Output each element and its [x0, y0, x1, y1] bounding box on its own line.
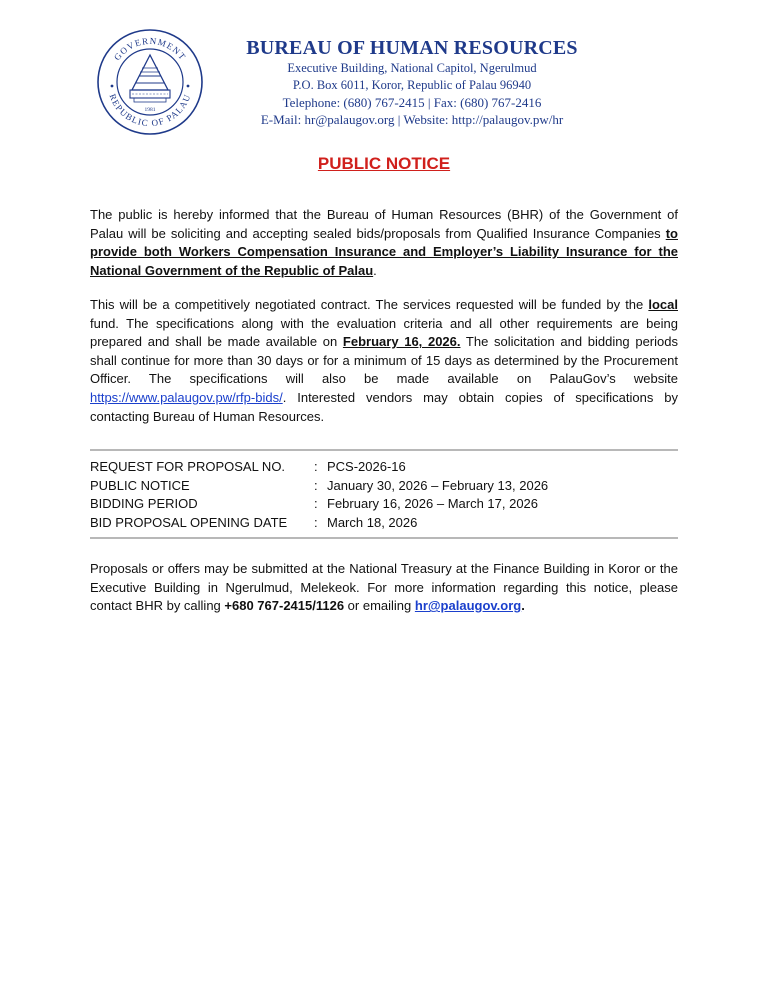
intro-end: .: [373, 262, 377, 278]
detail-label: REQUEST FOR PROPOSAL NO.: [90, 459, 286, 474]
palau-government-seal-icon: [96, 28, 204, 136]
detail-row-rfp-no: [90, 458, 678, 477]
intro-text: The public is hereby informed that the Bureau of Human Resources (BHR) of the Government of Palau will be soliciting and accepting sealed bids/proposals from Qualified Insurance Companies: [90, 207, 678, 241]
details-text-2: fund. The specifications along with the evaluation criteria and all other requirements are being prepared and shall be made available on: [90, 315, 678, 350]
table-top-divider: [90, 449, 678, 451]
details-text-4: . Interested vendors may obtain copies of specifications by contacting Bureau of Human Resources.: [90, 389, 678, 424]
table-bottom-divider: [90, 537, 678, 539]
intro-paragraph: [90, 206, 678, 280]
letterhead: [222, 36, 602, 128]
detail-separator: :: [314, 496, 318, 511]
contact-phone: +680 767-2415/1126: [224, 598, 345, 614]
detail-row-bidding-period: [90, 495, 678, 514]
detail-separator: :: [314, 459, 318, 474]
detail-label: BID PROPOSAL OPENING DATE: [90, 514, 288, 530]
seal-bottom-text: REPUBLIC OF PALAU: [107, 92, 193, 129]
detail-row-opening-date: [90, 514, 678, 533]
detail-value: January 30, 2026 – February 13, 2026: [327, 477, 549, 493]
address-line: Executive Building, National Capitol, Ngerulmud: [287, 61, 537, 75]
details-paragraph: [90, 296, 678, 426]
org-name: BUREAU OF HUMAN RESOURCES: [246, 37, 578, 59]
availability-date: February 16, 2026.: [342, 334, 461, 350]
detail-label: BIDDING PERIOD: [90, 496, 198, 511]
bai-house-icon: [130, 55, 170, 102]
details-text-1: This will be a competitively negotiated contract. The services requested will be funded by the: [90, 297, 649, 312]
po-box-line: P.O. Box 6011, Koror, Republic of Palau 96940: [292, 78, 532, 92]
intro-emphasis: to provide both Workers Compensation Insurance and Employer’s Liability Insurance for the National Government of the Republic of Palau: [90, 225, 678, 278]
seal-year: 1981: [144, 107, 156, 113]
seal-top-text: GOVERNMENT: [111, 35, 189, 63]
detail-separator: :: [314, 514, 318, 530]
detail-label: PUBLIC NOTICE: [90, 477, 190, 493]
local-fund-word: local: [648, 297, 678, 312]
page-title: PUBLIC NOTICE: [317, 154, 451, 173]
detail-value: PCS-2026-16: [327, 459, 406, 474]
phone-line: Telephone: (680) 767-2415 | Fax: (680) 767-2416: [282, 95, 542, 110]
rfp-bids-link[interactable]: https://www.palaugov.pw/rfp-bids/: [90, 389, 283, 405]
detail-row-public-notice: [90, 477, 678, 496]
details-text-3: The solicitation and bidding periods shall continue for more than 30 days or for a minimum of 15 days as determined by the Procurement Officer. The specifications will also be made available on PalauGov’s website: [90, 334, 678, 387]
submission-paragraph: [90, 560, 678, 616]
email-website-line: E-Mail: hr@palaugov.org | Website: http://palaugov.pw/hr: [260, 112, 564, 127]
detail-value: March 18, 2026: [327, 514, 418, 530]
submission-text-2: or emailing: [344, 598, 415, 614]
detail-value: February 16, 2026 – March 17, 2026: [327, 496, 539, 511]
submission-end: .: [521, 598, 525, 614]
contact-email-link[interactable]: hr@palaugov.org: [414, 598, 522, 614]
proposal-details-table: [90, 458, 678, 532]
submission-text-1: Proposals or offers may be submitted at the National Treasury at the Finance Building in Koror or the Executive Building in Ngerulmud, Melekeok. For more information regarding this notice, please contact BHR by calling: [90, 561, 678, 614]
detail-separator: :: [314, 477, 318, 493]
